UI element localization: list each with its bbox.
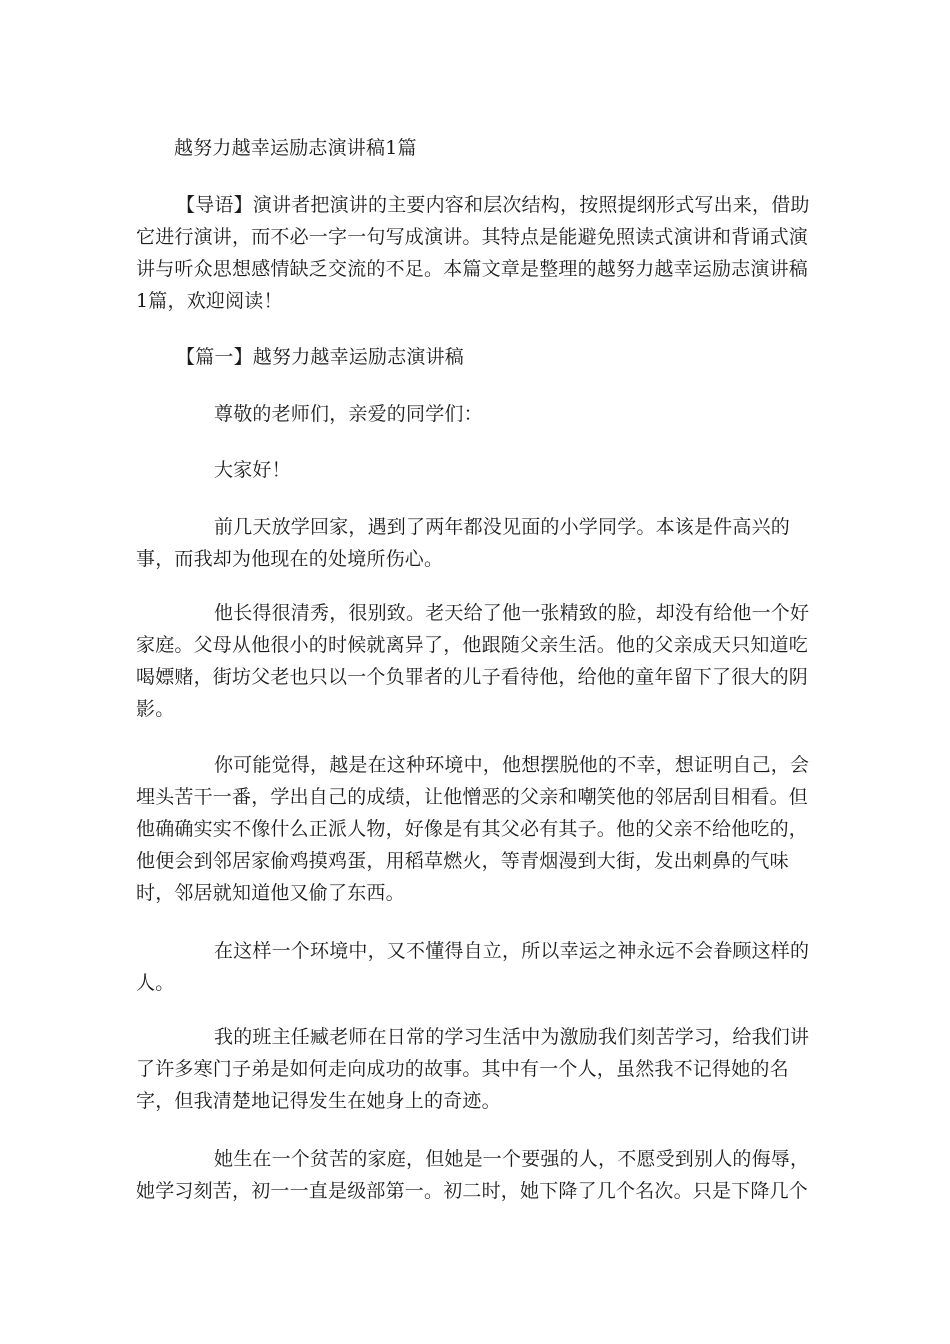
body-paragraph: 你可能觉得，越是在这种环境中，他想摆脱他的不幸，想证明自己，会埋头苦干一番，学出自己的成绩，让他憎恶的父亲和嘲笑他的邻居刮目相看。但他确确实实不像什么正派人物，好像是有其父必有其子。他的父亲不给他吃的，他便会到邻居家偷鸡摸鸡蛋，用稻草燃火，等青烟漫到大街，发出刺鼻的气味时，邻居就知道他又偷了东西。 bbox=[136, 754, 810, 904]
salutation: 尊敬的老师们，亲爱的同学们： bbox=[214, 403, 483, 425]
section-heading: 【篇一】越努力越幸运励志演讲稿 bbox=[176, 346, 465, 368]
body-paragraph: 她生在一个贫苦的家庭，但她是一个要强的人，不愿受到别人的侮辱，她学习刻苦，初一一直是级部第一。初二时，她下降了几个名次。只是下降几个 bbox=[136, 1148, 810, 1202]
greeting: 大家好！ bbox=[214, 459, 291, 481]
document-title: 越努力越幸运励志演讲稿1篇 bbox=[174, 137, 417, 159]
body-paragraph: 我的班主任臧老师在日常的学习生活中为激励我们刻苦学习，给我们讲了许多寒门子弟是如何走向成功的故事。其中有一个人，虽然我不记得她的名字，但我清楚地记得发生在她身上的奇迹。 bbox=[136, 1026, 810, 1112]
intro-paragraph: 【导语】演讲者把演讲的主要内容和层次结构，按照提纲形式写出来，借助它进行演讲，而不必一字一句写成演讲。其特点是能避免照读式演讲和背诵式演讲与听众思想感情缺乏交流的不足。本篇文章是整理的越努力越幸运励志演讲稿1篇，欢迎阅读！ bbox=[136, 194, 810, 312]
body-paragraph: 前几天放学回家，遇到了两年都没见面的小学同学。本该是件高兴的事，而我却为他现在的处境所伤心。 bbox=[136, 516, 791, 570]
body-paragraph: 在这样一个环境中，又不懂得自立，所以幸运之神永远不会眷顾这样的人。 bbox=[136, 940, 810, 994]
body-paragraph: 他长得很清秀，很别致。老天给了他一张精致的脸，却没有给他一个好家庭。父母从他很小的时候就离异了，他跟随父亲生活。他的父亲成天只知道吃喝嫖赌，街坊父老也只以一个负罪者的儿子看待他，给他的童年留下了很大的阴影。 bbox=[136, 602, 810, 720]
